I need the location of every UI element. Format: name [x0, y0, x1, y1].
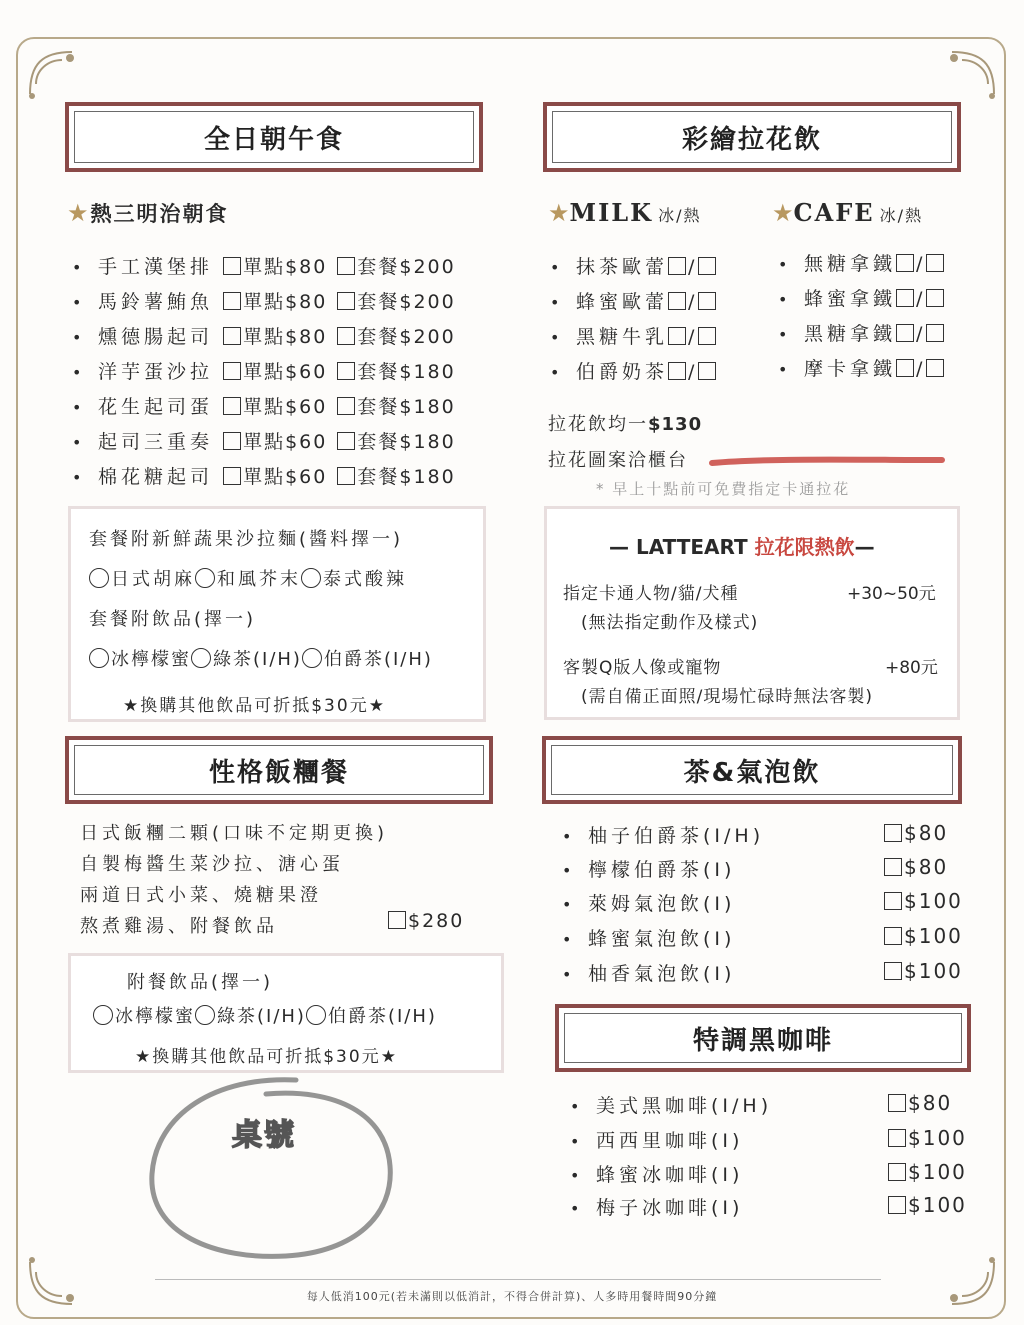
set-note-box — [68, 506, 486, 722]
checkbox-single[interactable] — [223, 292, 241, 310]
checkbox-single[interactable] — [223, 432, 241, 450]
checkbox-hot[interactable] — [926, 289, 944, 307]
rice-drink-options: 冰檸檬蜜 綠茶(I/H) 伯爵茶(I/H) — [93, 1002, 437, 1028]
list-item: • 伯爵奶茶 / — [550, 357, 718, 384]
radio-option[interactable] — [93, 1005, 113, 1025]
radio-option[interactable] — [89, 568, 109, 588]
list-item-price: $100 — [884, 889, 963, 913]
checkbox-coffee[interactable] — [888, 1196, 906, 1214]
salad-options: 日式胡麻 和風芥末 泰式酸辣 — [89, 565, 407, 591]
latteart-row2-label: 客製Q版人像或寵物 — [563, 658, 722, 678]
checkbox-set[interactable] — [337, 432, 355, 450]
breakfast-title-box — [65, 102, 483, 172]
checkbox-hot[interactable] — [926, 359, 944, 377]
list-item: • 摩卡拿鐵 / — [778, 354, 946, 381]
upgrade-note: ★換購其他飲品可折抵$30元★ — [123, 696, 386, 716]
checkbox-tea[interactable] — [884, 927, 902, 945]
list-item-price: $80 — [884, 855, 948, 879]
checkbox-single[interactable] — [223, 257, 241, 275]
rice-drink-title: 附餐飲品(擇一) — [127, 972, 274, 993]
list-item: • 黑糖牛乳 / — [550, 322, 718, 349]
milk-header — [548, 198, 702, 227]
salad-title: 套餐附新鮮蔬果沙拉麵(醬料擇一) — [89, 529, 404, 550]
checkbox-set[interactable] — [337, 327, 355, 345]
checkbox-single[interactable] — [223, 362, 241, 380]
list-item: • 西西里咖啡(I) — [570, 1130, 744, 1152]
list-item: • 檸檬伯爵茶(I) — [562, 859, 736, 881]
radio-option[interactable] — [306, 1005, 326, 1025]
coffee-title-box — [555, 1004, 971, 1072]
checkbox-ice[interactable] — [896, 254, 914, 272]
footer-note: 每人低消100元(若未滿則以低消計，不得合併計算)、人多時用餐時間90分鐘 — [306, 1290, 718, 1303]
rice-upgrade-note: ★換購其他飲品可折抵$30元★ — [135, 1047, 398, 1067]
checkbox-coffee[interactable] — [888, 1094, 906, 1112]
list-item: • 蜂蜜歐蕾 / — [550, 287, 718, 314]
list-item: • 蜂蜜冰咖啡(I) — [570, 1164, 744, 1186]
radio-option[interactable] — [191, 648, 211, 668]
checkbox-single[interactable] — [223, 467, 241, 485]
star-icon: ★ — [548, 199, 570, 227]
latteart-box — [544, 506, 960, 720]
checkbox-hot[interactable] — [698, 327, 716, 345]
rice-drink-box — [68, 953, 504, 1073]
checkbox-single[interactable] — [223, 327, 241, 345]
list-item: • 起司三重奏 單點$60 套餐$180 — [72, 431, 456, 453]
breakfast-subtitle-text: 熱三明治朝食 — [90, 202, 229, 226]
list-item-price: $100 — [888, 1126, 967, 1150]
list-item: • 柚香氣泡飲(I) — [562, 963, 736, 985]
list-item-price: $100 — [888, 1160, 967, 1184]
list-item-price: $100 — [884, 924, 963, 948]
milk-label: MILK — [569, 198, 654, 227]
rice-line: 日式飯糰二顆(口味不定期更換) — [80, 823, 389, 844]
rice-price: $280 — [388, 910, 464, 932]
checkbox-tea[interactable] — [884, 858, 902, 876]
latteart-row2-price: +80元 — [885, 658, 938, 678]
latteart-row1-sub: (無法指定動作及樣式) — [581, 613, 759, 633]
list-item: • 馬鈴薯鮪魚 單點$80 套餐$200 — [72, 291, 456, 313]
list-item: • 萊姆氣泡飲(I) — [562, 893, 736, 915]
checkbox-ice[interactable] — [668, 327, 686, 345]
checkbox-set[interactable] — [337, 397, 355, 415]
footer-divider — [155, 1279, 881, 1280]
temp-label: 冰/熱 — [879, 206, 924, 225]
list-item: • 美式黑咖啡(I/H) — [570, 1095, 773, 1117]
list-item: • 無糖拿鐵 / — [778, 249, 946, 276]
list-item: • 棉花糖起司 單點$60 套餐$180 — [72, 466, 456, 488]
checkbox-set[interactable] — [337, 257, 355, 275]
table-number-circle — [146, 1074, 398, 1264]
checkbox-tea[interactable] — [884, 962, 902, 980]
list-item: • 手工漢堡排 單點$80 套餐$200 — [72, 256, 456, 278]
checkbox-coffee[interactable] — [888, 1163, 906, 1181]
checkbox-ice[interactable] — [668, 362, 686, 380]
radio-option[interactable] — [302, 648, 322, 668]
list-item-price: $100 — [888, 1193, 967, 1217]
coffee-title: 特調黑咖啡 — [564, 1013, 962, 1063]
list-item: • 梅子冰咖啡(I) — [570, 1197, 744, 1219]
corner-ornament-icon — [942, 44, 1002, 104]
radio-option[interactable] — [301, 568, 321, 588]
checkbox-hot[interactable] — [698, 257, 716, 275]
cafe-label: CAFE — [793, 198, 875, 227]
checkbox-single[interactable] — [223, 397, 241, 415]
rice-line: 兩道日式小菜、燒糖果澄 — [80, 885, 322, 906]
radio-option[interactable] — [89, 648, 109, 668]
list-item-price: $80 — [888, 1091, 952, 1115]
list-item: • 抹茶歐蕾 / — [550, 252, 718, 279]
free-note: * 早上十點前可免費指定卡通拉花 — [596, 480, 851, 498]
drink-title: 套餐附飲品(擇一) — [89, 609, 257, 630]
star-icon: ★ — [772, 199, 794, 227]
checkbox-tea[interactable] — [884, 892, 902, 910]
pattern-note: 拉花圖案洽櫃台 — [548, 450, 688, 471]
latte-price: 拉花飲均一$130 — [548, 414, 703, 435]
checkbox-hot[interactable] — [926, 324, 944, 342]
checkbox-ice[interactable] — [896, 359, 914, 377]
corner-ornament-icon — [22, 44, 82, 104]
breakfast-subtitle — [67, 198, 229, 228]
checkbox-ice[interactable] — [896, 324, 914, 342]
star-icon: ★ — [67, 199, 91, 227]
checkbox-set[interactable] — [337, 362, 355, 380]
radio-option[interactable] — [195, 568, 215, 588]
latte-title: 彩繪拉花飲 — [552, 111, 952, 163]
checkbox-ice[interactable] — [896, 289, 914, 307]
checkbox-ice[interactable] — [668, 257, 686, 275]
list-item: • 洋芋蛋沙拉 單點$60 套餐$180 — [72, 361, 456, 383]
breakfast-title: 全日朝午食 — [74, 111, 474, 163]
list-item: • 燻德腸起司 單點$80 套餐$200 — [72, 326, 456, 348]
latteart-row2-sub: (需自備正面照/現場忙碌時無法客製) — [581, 687, 873, 707]
rice-title-box — [65, 736, 493, 804]
checkbox-rice[interactable] — [388, 911, 406, 929]
list-item: • 蜂蜜拿鐵 / — [778, 284, 946, 311]
list-item: • 花生起司蛋 單點$60 套餐$180 — [72, 396, 456, 418]
list-item: • 柚子伯爵茶(I/H) — [562, 825, 765, 847]
list-item: • 黑糖拿鐵 / — [778, 319, 946, 346]
latteart-row1-price: +30~50元 — [847, 584, 936, 604]
list-item-price: $100 — [884, 959, 963, 983]
rice-title: 性格飯糰餐 — [74, 745, 484, 795]
drink-options: 冰檸檬蜜 綠茶(I/H) 伯爵茶(I/H) — [89, 645, 433, 671]
checkbox-coffee[interactable] — [888, 1129, 906, 1147]
latte-title-box — [543, 102, 961, 172]
table-number-label: 桌號 — [232, 1118, 296, 1153]
checkbox-hot[interactable] — [698, 362, 716, 380]
rice-line: 自製梅醬生菜沙拉、溏心蛋 — [80, 854, 344, 875]
latteart-title: — LATTEART 拉花限熱飲— — [609, 535, 875, 559]
list-item: • 蜂蜜氣泡飲(I) — [562, 928, 736, 950]
tea-title-box — [542, 736, 962, 804]
checkbox-hot[interactable] — [698, 292, 716, 310]
checkbox-set[interactable] — [337, 467, 355, 485]
list-item-price: $80 — [884, 821, 948, 845]
rice-line: 熬煮雞湯、附餐飲品 — [80, 916, 278, 937]
checkbox-tea[interactable] — [884, 824, 902, 842]
checkbox-hot[interactable] — [926, 254, 944, 272]
temp-label: 冰/熱 — [658, 206, 702, 225]
tea-title: 茶&氣泡飲 — [551, 745, 953, 795]
latteart-row1-label: 指定卡通人物/貓/犬種 — [563, 584, 739, 604]
brush-stroke — [708, 454, 946, 470]
radio-option[interactable] — [195, 1005, 215, 1025]
checkbox-set[interactable] — [337, 292, 355, 310]
checkbox-ice[interactable] — [668, 292, 686, 310]
cafe-header — [772, 198, 923, 227]
